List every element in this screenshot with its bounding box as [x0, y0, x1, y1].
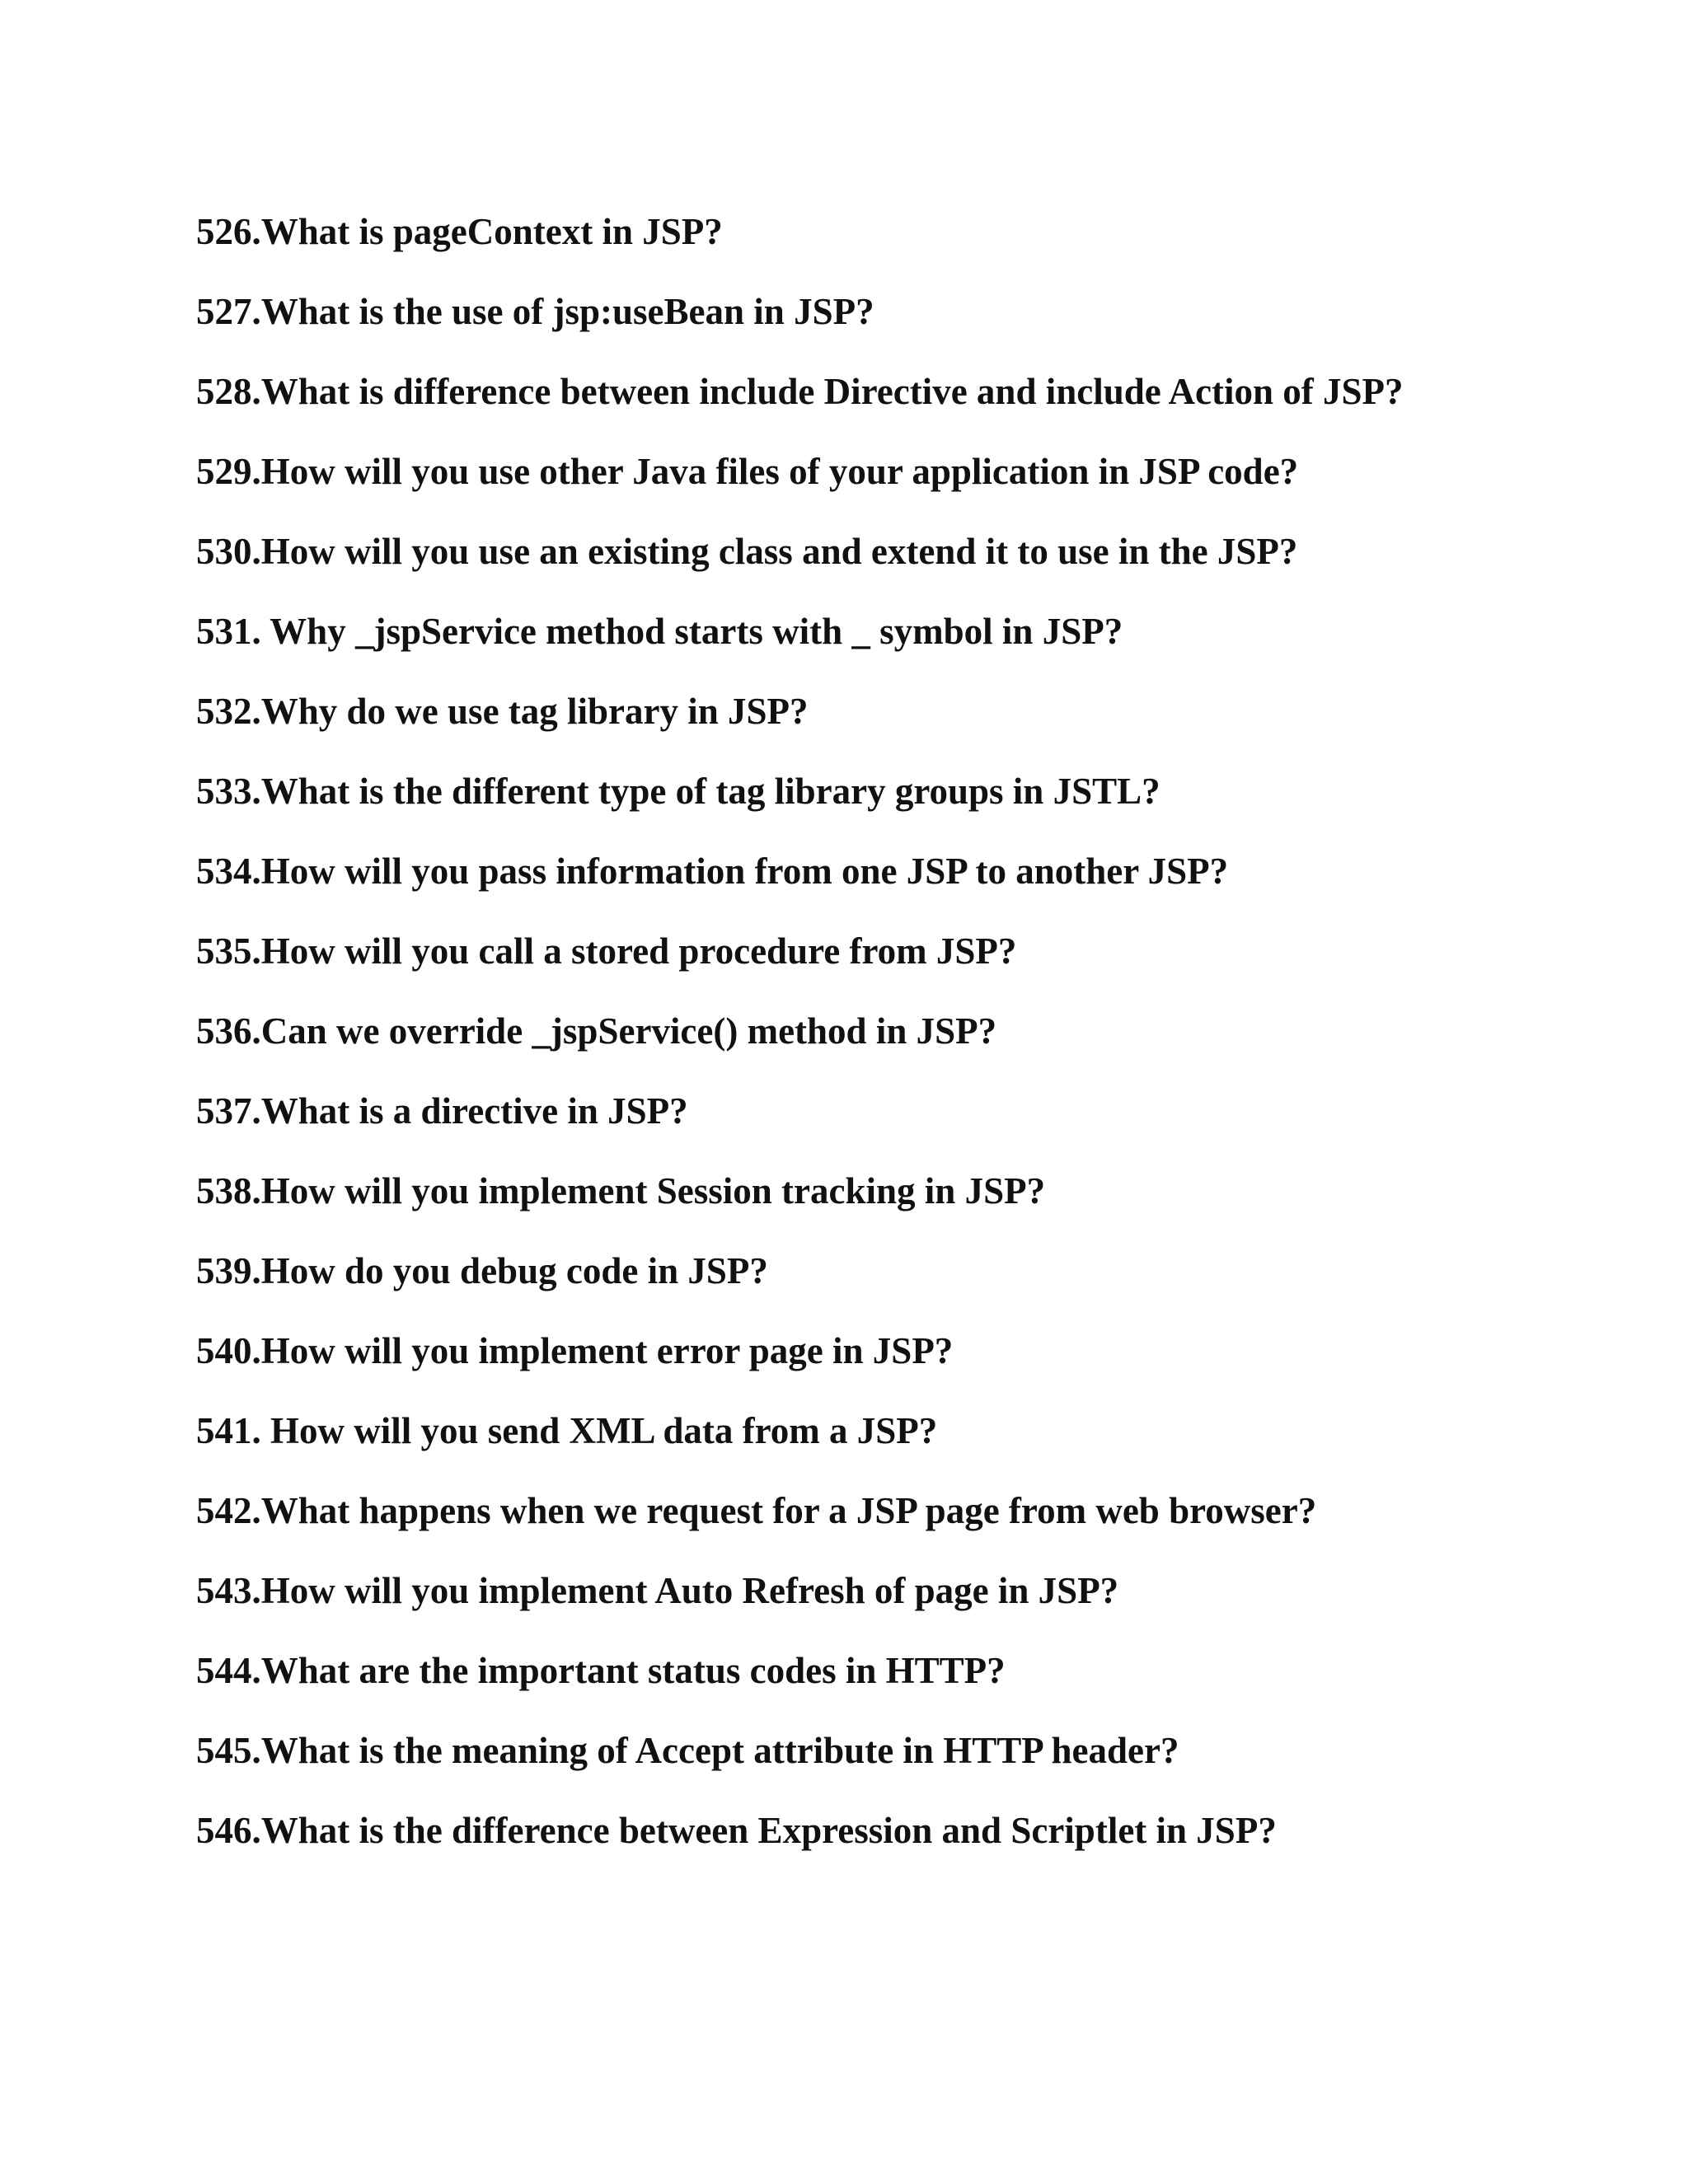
question-item: 544.What are the important status codes in HTTP? — [196, 1650, 1006, 1691]
question-item: 535.How will you call a stored procedure from JSP? — [196, 930, 1017, 972]
question-item: 529.How will you use other Java files of your application in JSP code? — [196, 451, 1299, 492]
question-item: 538.How will you implement Session tracking in JSP? — [196, 1170, 1046, 1212]
question-item: 536.Can we override _jspService() method in JSP? — [196, 1010, 997, 1052]
question-item: 527.What is the use of jsp:useBean in JSP? — [196, 291, 874, 332]
question-item: 533.What is the different type of tag library groups in JSTL? — [196, 771, 1160, 812]
question-item: 531. Why _jspService method starts with _ symbol in JSP? — [196, 611, 1123, 652]
question-list — [196, 207, 1432, 1886]
question-item: 526.What is pageContext in JSP? — [196, 211, 723, 252]
question-item: 530.How will you use an existing class and extend it to use in the JSP? — [196, 531, 1298, 572]
question-item: 546.What is the difference between Expression and Scriptlet in JSP? — [196, 1810, 1277, 1851]
question-item: 528.What is difference between include Directive and include Action of JSP? — [196, 371, 1404, 412]
question-item: 539.How do you debug code in JSP? — [196, 1250, 768, 1291]
question-item: 537.What is a directive in JSP? — [196, 1090, 688, 1132]
question-item: 545.What is the meaning of Accept attribute in HTTP header? — [196, 1730, 1179, 1771]
question-item: 542.What happens when we request for a JSP page from web browser? — [196, 1490, 1317, 1531]
question-item: 534.How will you pass information from one JSP to another JSP? — [196, 851, 1229, 892]
question-item: 532.Why do we use tag library in JSP? — [196, 691, 809, 732]
question-item: 540.How will you implement error page in JSP? — [196, 1330, 954, 1371]
question-item: 543.How will you implement Auto Refresh of page in JSP? — [196, 1570, 1119, 1611]
question-item: 541. How will you send XML data from a JSP? — [196, 1410, 938, 1451]
